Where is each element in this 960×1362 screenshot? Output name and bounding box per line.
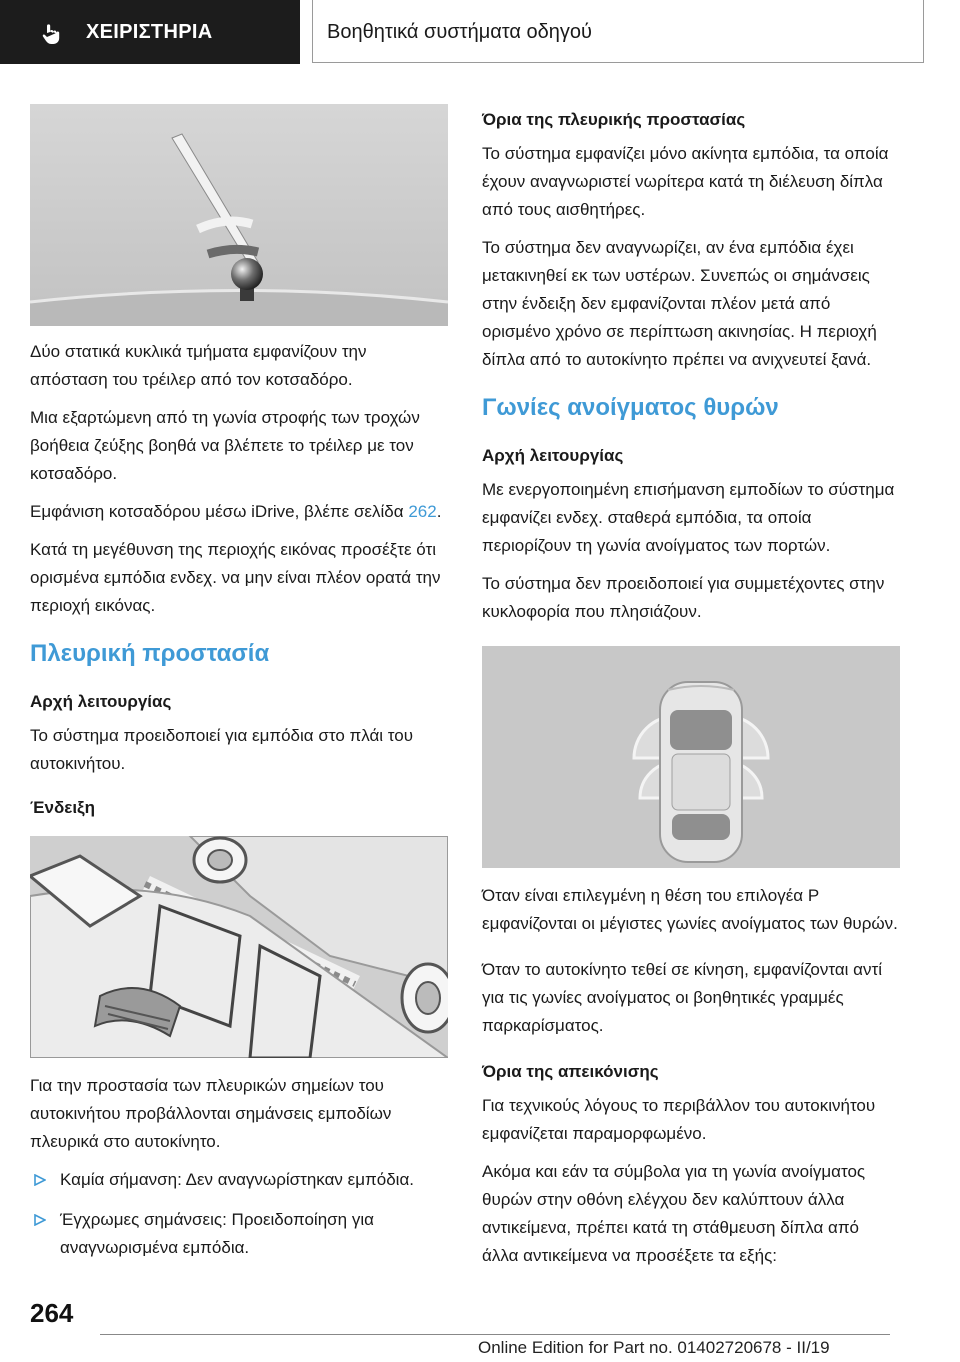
paragraph: Όταν είναι επιλεγμένη η θέση του επιλογέα P εμφανίζονται οι μέγιστες γωνίες ανοίγματος των θυρών. (482, 886, 898, 933)
hand-pointer-icon (40, 22, 64, 46)
subheading: Όρια της πλευρικής προστασίας (482, 110, 746, 129)
subheading: Όρια της απεικόνισης (482, 1062, 659, 1081)
paragraph: Με ενεργοποιημένη επισήμανση εμποδίων το σύστημα εμφανίζει ενδεχ. σταθερά εμπόδια, τα οποία περιορίζουν τη γωνία ανοίγματος των πορτών. (482, 480, 895, 555)
paragraph: Για τεχνικούς λόγους το περιβάλλον του αυτοκινήτου εμφανίζεται παραμορφωμένο. (482, 1096, 876, 1143)
paragraph: Κατά τη μεγέθυνση της περιοχής εικόνας προσέξτε ότι ορισμένα εμπόδια ενδεχ. να μην είναι πλέον ορατά την περιοχή εικόνας. (30, 540, 441, 615)
paragraph: Όταν το αυτοκίνητο τεθεί σε κίνηση, εμφανίζονται αντί για τις γωνίες ανοίγματος οι βοηθητικές γραμμές παρκαρίσματος. (482, 960, 882, 1035)
edition-footer: Online Edition for Part no. 01402720678 - II/19 (478, 1338, 830, 1357)
triangle-bullet-icon (34, 1214, 46, 1226)
right-column (482, 106, 900, 1280)
left-column (30, 104, 448, 1274)
paragraph: Το σύστημα δεν αναγνωρίζει, αν ένα εμπόδια έχει μετακινηθεί εκ των υστέρων. Συνεπώς οι σημάνσεις στην ένδειξη δεν εμφανίζονται πλέον μετά από ορισμένο χρόνο σε περίπτωση ακινησίας. Η περιοχή δίπλα από το αυτοκίνητο πρέπει να ανιχνευτεί ξανά. (482, 238, 877, 369)
triangle-bullet-icon (34, 1174, 46, 1186)
bullet-list (30, 1166, 448, 1262)
chapter-tab (312, 0, 924, 63)
paragraph: Το σύστημα εμφανίζει μόνο ακίνητα εμπόδια, τα οποία έχουν αναγνωριστεί νωρίτερα κατά τη διέλευση δίπλα από τους αισθητήρες. (482, 144, 889, 219)
page-link-262[interactable]: 262 (408, 502, 437, 521)
page-header (0, 0, 924, 64)
paragraph: Δύο στατικά κυκλικά τμήματα εμφανίζουν την απόσταση του τρέιλερ από τον κοτσαδόρο. (30, 342, 367, 389)
section-heading: Πλευρική προστασία (30, 640, 270, 667)
paragraph (30, 498, 448, 526)
page-number: 264 (30, 1298, 74, 1328)
section-tab (0, 0, 300, 64)
list-item-text: Έγχρωμες σημάνσεις: Προειδοποίηση για αναγνωρισμένα εμπόδια. (60, 1210, 374, 1257)
paragraph: Το σύστημα δεν προειδοποιεί για συμμετέχοντες στην κυκλοφορία που πλησιάζουν. (482, 574, 885, 621)
list-item (30, 1166, 448, 1194)
side-protection-illustration (30, 836, 448, 1058)
subheading: Ένδειξη (30, 798, 96, 817)
list-item (30, 1206, 448, 1262)
paragraph: Ακόμα και εάν τα σύμβολα για τη γωνία ανοίγματος θυρών στην οθόνη ελέγχου δεν καλύπτουν άλλα αντικείμενα, πρέπει κατά τη στάθμευση δίπλα από άλλα αντικείμενα να προσέξετε τα εξής: (482, 1162, 866, 1265)
paragraph: Το σύστημα προειδοποιεί για εμπόδια στο πλάι του αυτοκινήτου. (30, 726, 414, 773)
footer-divider (100, 1334, 890, 1335)
subheading: Αρχή λειτουργίας (30, 692, 172, 711)
chapter-title: Βοηθητικά συστήματα οδηγού (327, 21, 592, 43)
paragraph: Μια εξαρτώμενη από τη γωνία στροφής των τροχών βοήθεια ζεύξης βοηθά να βλέπετε το τρέιλερ με τον κοτσαδόρο. (30, 408, 420, 483)
list-item-text: Καμία σήμανση: Δεν αναγνωρίστηκαν εμπόδια. (60, 1170, 414, 1189)
paragraph-text: . (436, 502, 442, 521)
subheading: Αρχή λειτουργίας (482, 446, 624, 465)
trailer-hitch-guide-illustration (30, 104, 448, 326)
car-top-view-door-angles-illustration (482, 646, 900, 868)
paragraph: Για την προστασία των πλευρικών σημείων του αυτοκινήτου προβάλλονται σημάνσεις εμποδίων πλευρικά στο αυτοκίνητο. (30, 1076, 392, 1151)
paragraph-text: Εμφάνιση κοτσαδόρου μέσω iDrive, βλέπε σελίδα (30, 502, 409, 521)
section-label: ΧΕΙΡΙΣΤΗΡΙΑ (86, 21, 213, 43)
section-heading: Γωνίες ανοίγματος θυρών (482, 394, 779, 421)
